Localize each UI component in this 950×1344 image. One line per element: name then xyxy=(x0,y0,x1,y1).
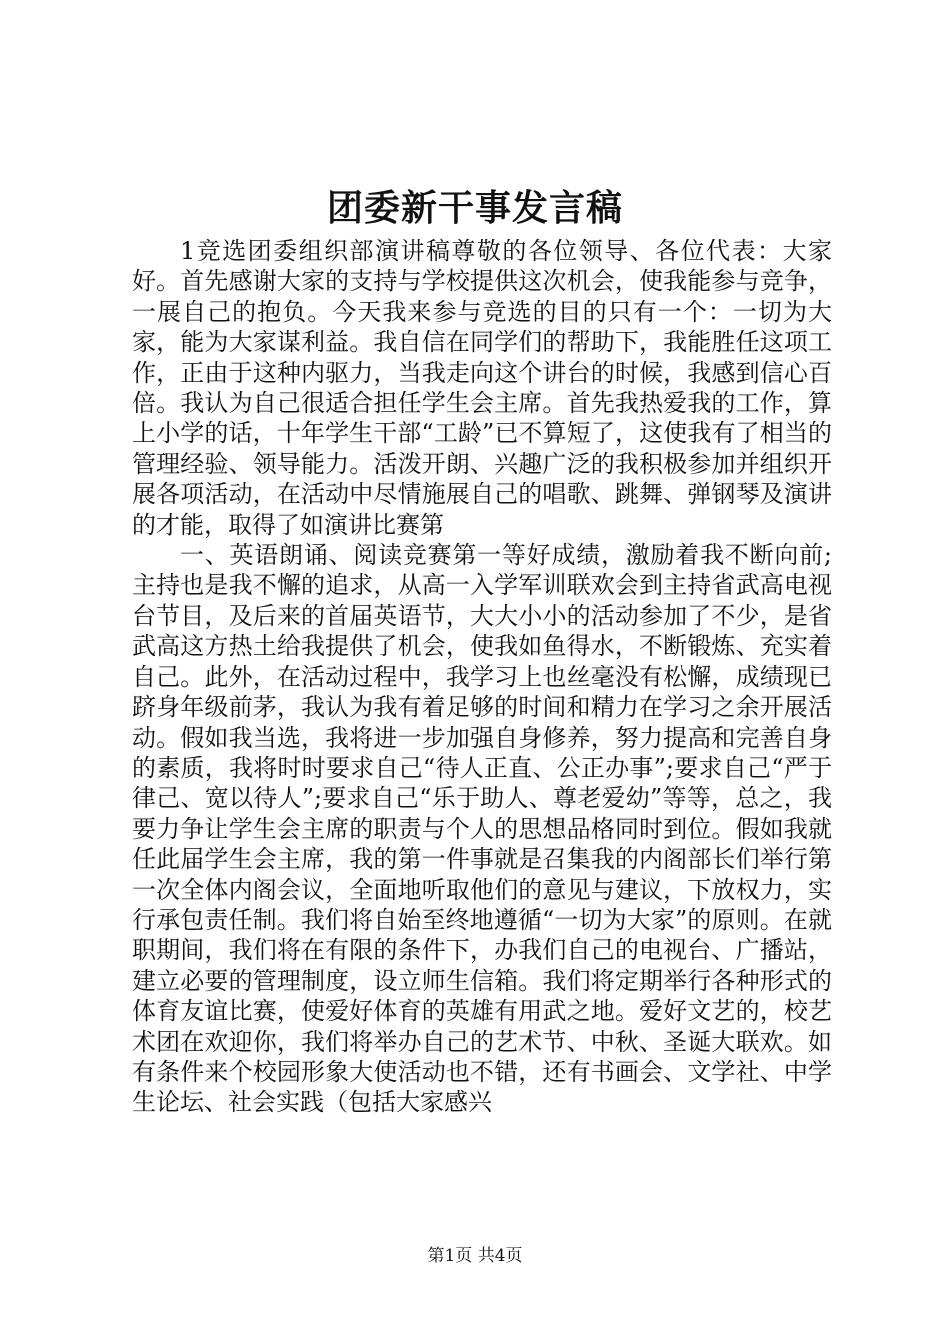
paragraph-2: 一、英语朗诵、阅读竞赛第一等好成绩，激励着我不断向前;主持也是我不懈的追求，从高一入学军训联欢会到主持省武高电视台节目，及后来的首届英语节，大大小小的活动参加了不少，是省武高这方热土给我提供了机会，使我如鱼得水，不断锻炼、充实着自己。此外，在活动过程中，我学习上也丝毫没有松懈，成绩现已跻身年级前茅，我认为我有着足够的时间和精力在学习之余开展活动。假如我当选，我将进一步加强自身修养，努力提高和完善自身的素质，我将时时要求自己“待人正直、公正办事”;要求自己“严于律己、宽以待人”;要求自己“乐于助人、尊老爱幼”等等，总之，我要力争让学生会主席的职责与个人的思想品格同时到位。假如我就任此届学生会主席，我的第一件事就是召集我的内阁部长们举行第一次全体内阁会议，全面地听取他们的意见与建议，下放权力，实行承包责任制。我们将自始至终地遵循“一切为大家”的原则。在就职期间，我们将在有限的条件下，办我们自己的电视台、广播站，建立必要的管理制度，设立师生信箱。我们将定期举行各种形式的体育友谊比赛，使爱好体育的英雄有用武之地。爱好文艺的，校艺术团在欢迎你，我们将举办自己的艺术节、中秋、圣诞大联欢。如有条件来个校园形象大使活动也不错，还有书画会、文学社、中学生论坛、社会实践（包括大家感兴 xyxy=(132,541,832,1117)
page-number: 第1页 共4页 xyxy=(427,1246,523,1266)
document-body xyxy=(132,236,832,1118)
paragraph-1: 1竞选团委组织部演讲稿尊敬的各位领导、各位代表：大家好。首先感谢大家的支持与学校提供这次机会，使我能参与竞争，一展自己的抱负。今天我来参与竞选的目的只有一个：一切为大家，能为大家谋利益。我自信在同学们的帮助下，我能胜任这项工作，正由于这种内驱力，当我走向这个讲台的时候，我感到信心百倍。我认为自己很适合担任学生会主席。首先我热爱我的工作，算上小学的话，十年学生干部“工龄”已不算短了，这使我有了相当的管理经验、领导能力。活泼开朗、兴趣广泛的我积极参加并组织开展各项活动，在活动中尽情施展自己的唱歌、跳舞、弹钢琴及演讲的才能，取得了如演讲比赛第 xyxy=(132,237,832,539)
document-title: 团委新干事发言稿 xyxy=(326,187,623,229)
